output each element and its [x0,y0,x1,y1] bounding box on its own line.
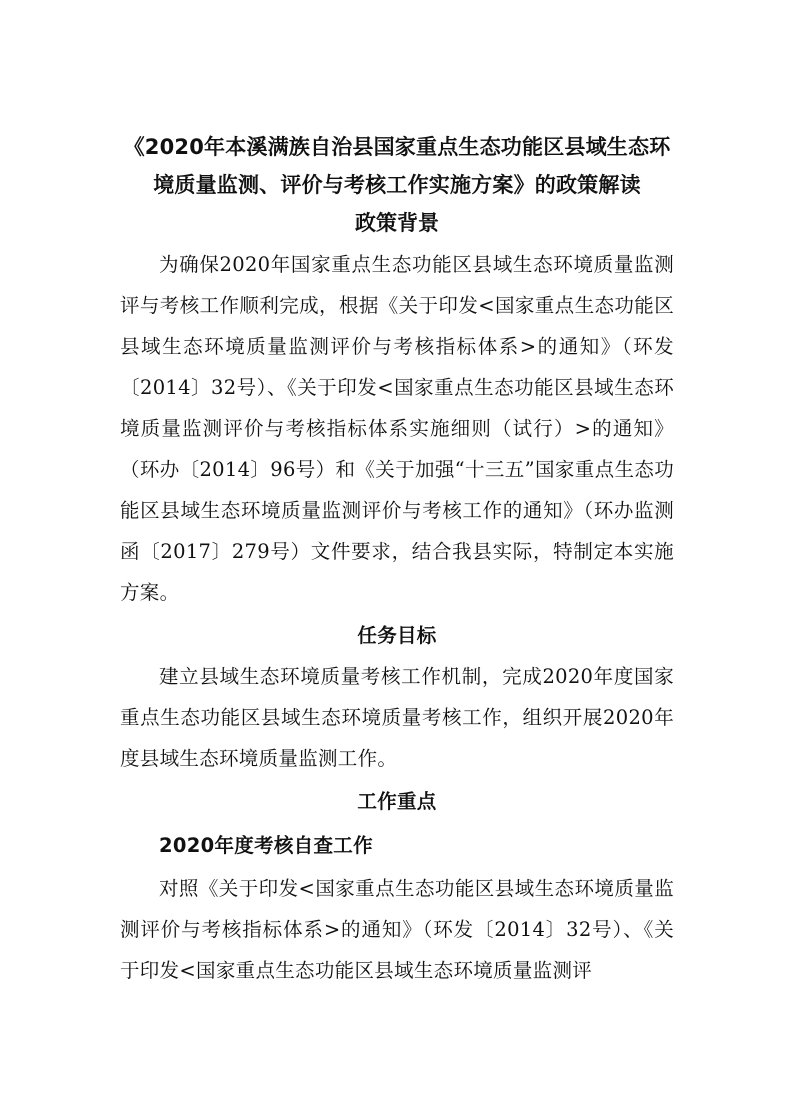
section-heading-focus: 工作重点 [357,790,437,813]
document-body [120,128,674,991]
section-heading-background: 政策背景 [355,211,439,235]
paragraph-background: 为确保2020年国家重点生态功能区县域生态环境质量监测评与考核工作顺利完成，根据《关于印发<国家重点生态功能区县域生态环境质量监测评价与考核指标体系>的通知》（环发〔2014〕32号）、《关于印发<国家重点生态功能区县域生态环境质量监测评价与考核指标体系实施细则（试行）>的通知》（环办〔2014〕96号）和《关于加强“十三五”国家重点生态功能区县域生态环境质量监测评价与考核工作的通知》（环办监测函〔2017〕279号）文件要求，结合我县实际，特制定本实施方案。 [120,253,674,604]
paragraph-selfcheck: 对照《关于印发<国家重点生态功能区县域生态环境质量监测评价与考核指标体系>的通知》（环发〔2014〕32号）、《关于印发<国家重点生态功能区县域生态环境质量监测评 [120,877,674,982]
paragraph-goal: 建立县域生态环境质量考核工作机制，完成2020年度国家重点生态功能区县域生态环境质量考核工作，组织开展2020年度县域生态环境质量监测工作。 [120,665,674,770]
document-title: 《2020年本溪满族自治县国家重点生态功能区县域生态环境质量监测、评价与考核工作实施方案》的政策解读 [123,135,671,197]
subsection-heading-selfcheck: 2020年度考核自查工作 [159,834,373,857]
section-heading-goal: 任务目标 [357,624,437,647]
